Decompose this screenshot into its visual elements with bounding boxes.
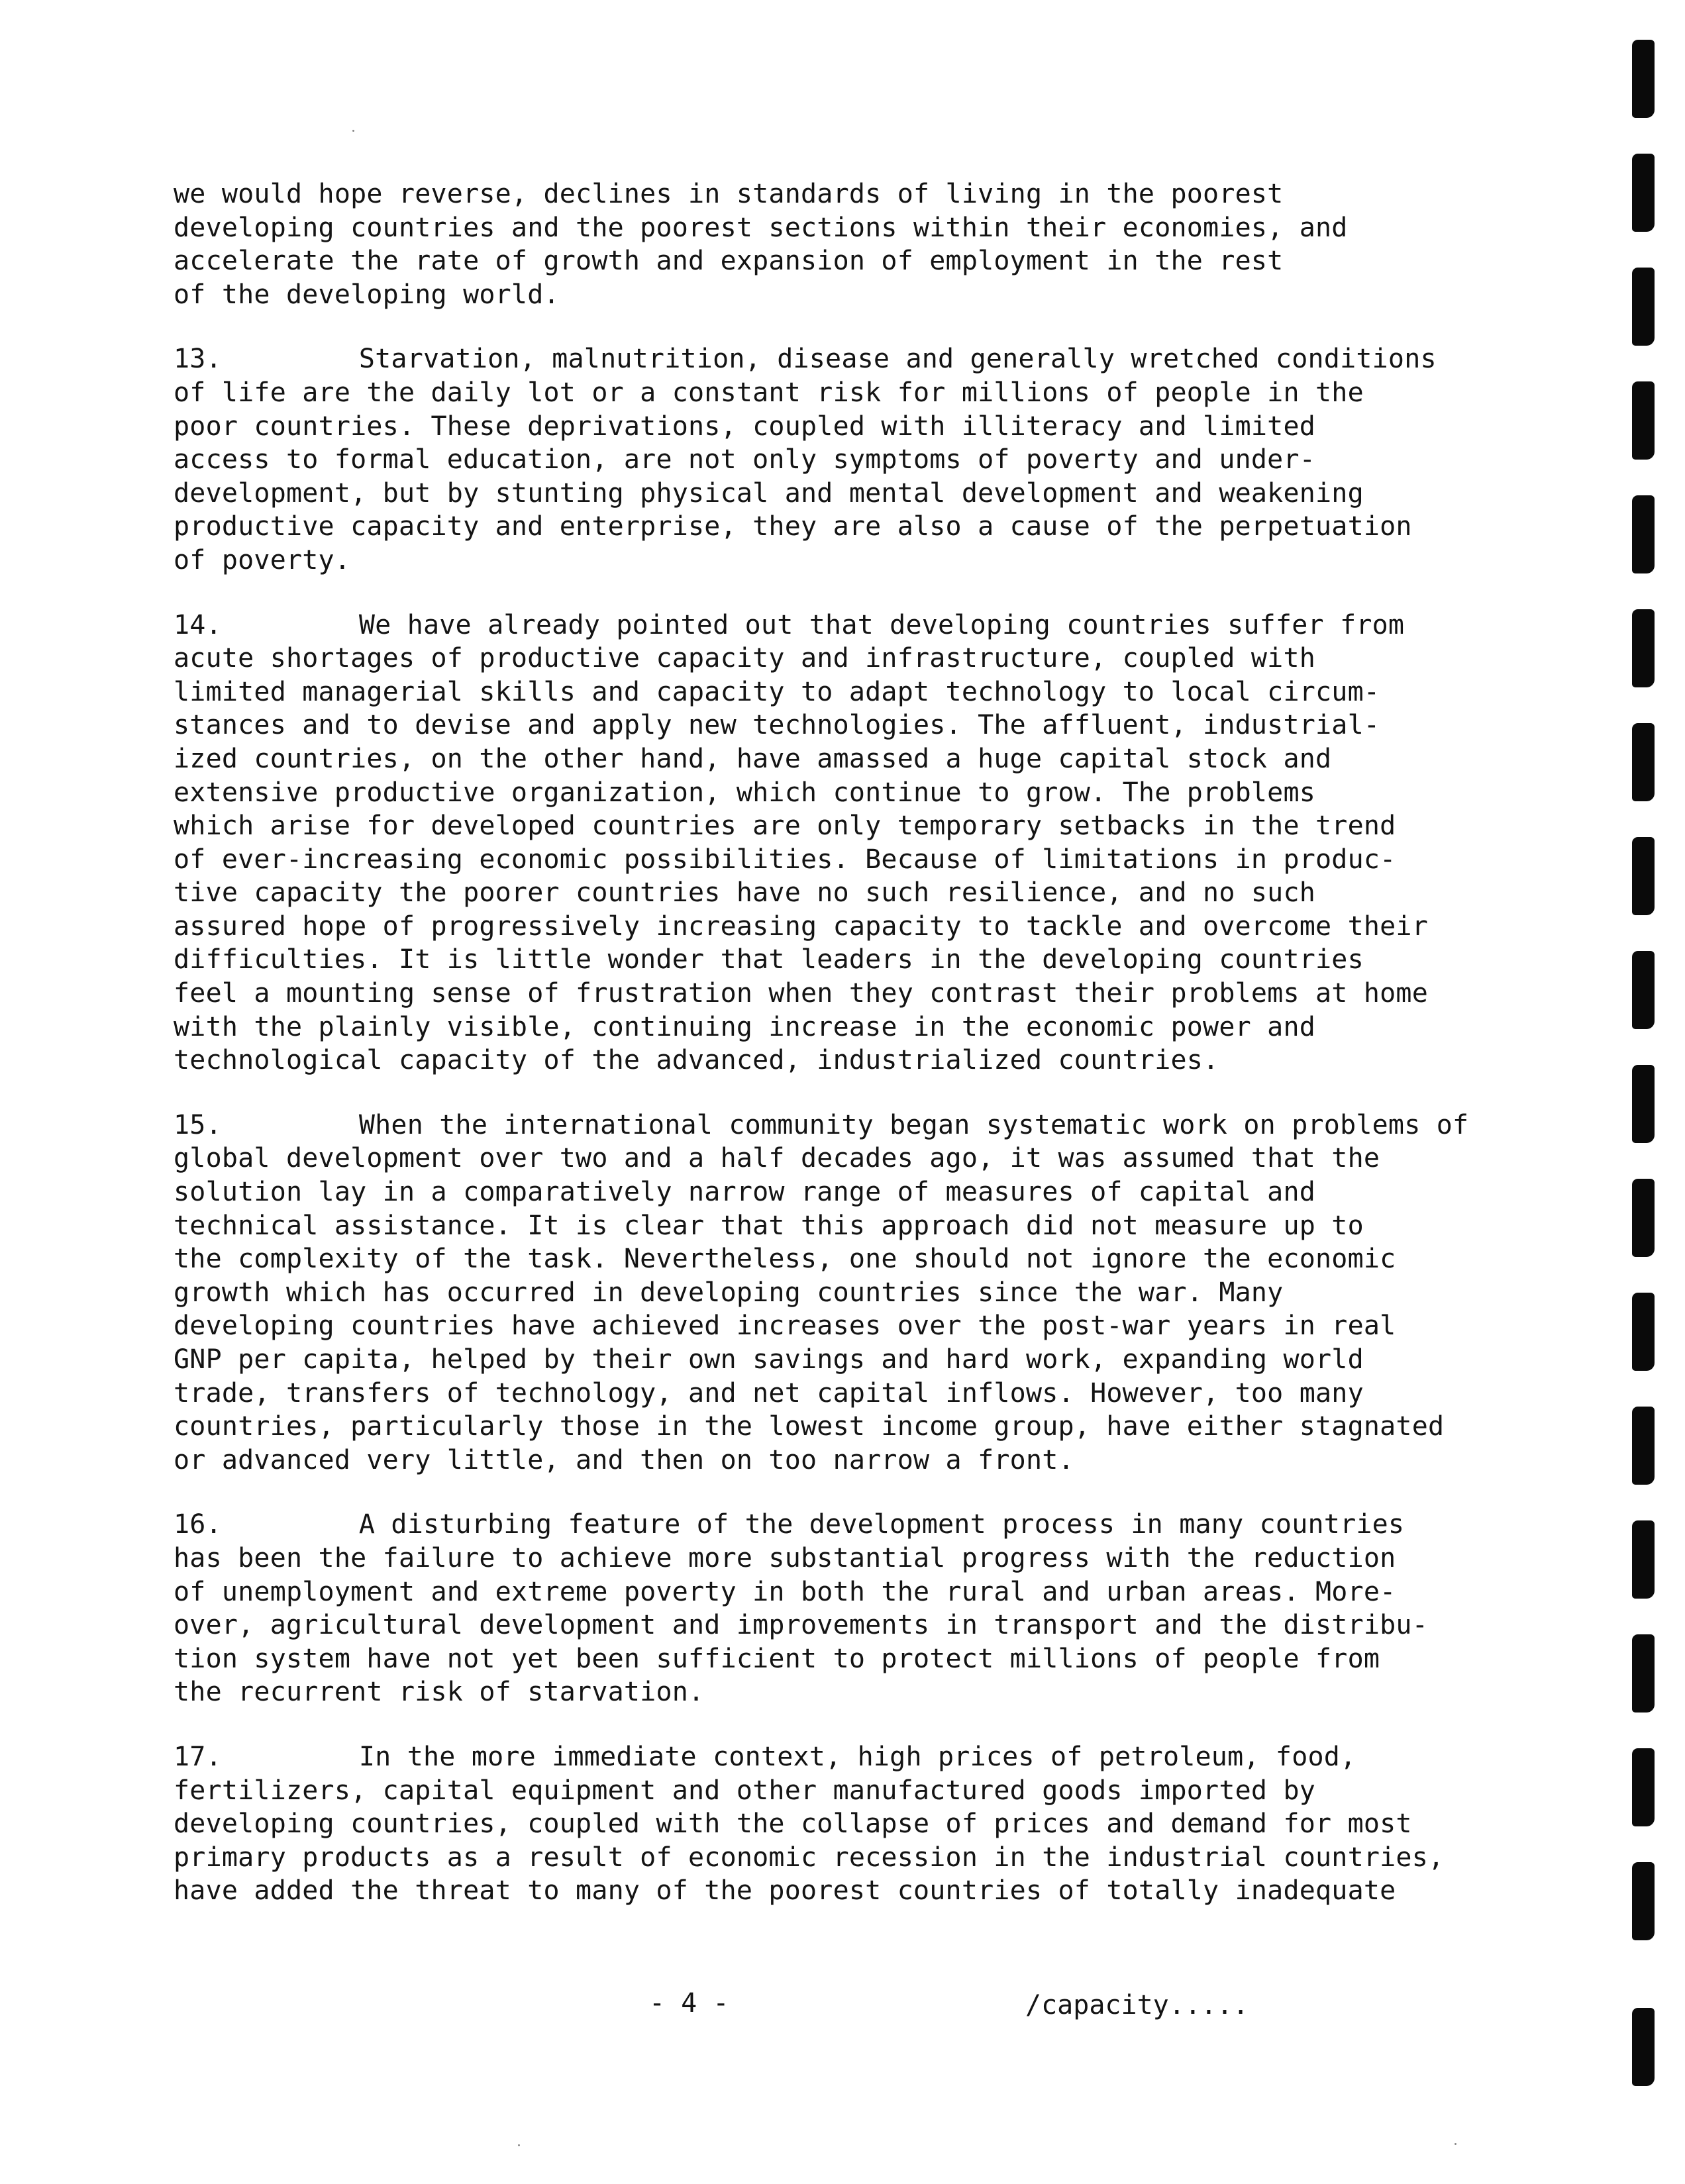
- text-line: have added the threat to many of the poorest countries of totally inadequate: [174, 1875, 1396, 1907]
- text-line: tive capacity the poorer countries have no such resilience, and no such: [174, 877, 1316, 909]
- text-line: ized countries, on the other hand, have amassed a huge capital stock and: [174, 743, 1332, 774]
- paragraph-number: 16.: [174, 1509, 222, 1540]
- text-line: accelerate the rate of growth and expansion of employment in the rest: [174, 246, 1284, 277]
- binding-mark: [1632, 2008, 1655, 2086]
- text-line: or advanced very little, and then on too narrow a front.: [174, 1444, 1074, 1475]
- text-line: developing countries have achieved increases over the post-war years in real: [174, 1311, 1396, 1342]
- text-line: tion system have not yet been sufficient to protect millions of people from: [174, 1643, 1380, 1674]
- text-line: we would hope reverse, declines in standards of living in the poorest: [174, 179, 1284, 209]
- text-line: stances and to devise and apply new technologies. The affluent, industrial-: [174, 710, 1380, 741]
- paragraph-number: 15.: [174, 1109, 222, 1140]
- binding-mark: [1632, 495, 1655, 573]
- binding-mark: [1632, 837, 1655, 915]
- binding-mark: [1632, 609, 1655, 687]
- paragraph-continuation: [174, 177, 1505, 311]
- binding-mark: [1632, 1634, 1655, 1712]
- scan-speck: [518, 2144, 520, 2146]
- text-line: of poverty.: [174, 544, 351, 575]
- text-span: In the more immediate context, high prices of petroleum, food,: [358, 1741, 1356, 1772]
- text-line: the complexity of the task. Nevertheless, one should not ignore the economic: [174, 1244, 1396, 1275]
- binding-mark: [1632, 1520, 1655, 1599]
- text-line: of unemployment and extreme poverty in both the rural and urban areas. More-: [174, 1576, 1396, 1607]
- binding-mark: [1632, 268, 1655, 346]
- paragraph-13: [174, 342, 1505, 577]
- page-number: - 4 -: [649, 1988, 729, 2018]
- binding-mark: [1632, 1862, 1655, 1940]
- text-line: extensive productive organization, which continue to grow. The problems: [174, 777, 1316, 808]
- text-span: We have already pointed out that developing countries suffer from: [358, 609, 1405, 640]
- text-line: has been the failure to achieve more substantial progress with the reduction: [174, 1542, 1396, 1573]
- text-line: [174, 609, 1505, 642]
- text-line: productive capacity and enterprise, they are also a cause of the perpetuation: [174, 511, 1412, 542]
- text-line: fertilizers, capital equipment and other manufactured goods imported by: [174, 1775, 1316, 1806]
- text-line: global development over two and a half decades ago, it was assumed that the: [174, 1143, 1380, 1174]
- binding-mark: [1632, 1065, 1655, 1143]
- text-line: assured hope of progressively increasing capacity to tackle and overcome their: [174, 911, 1428, 942]
- text-line: trade, transfers of technology, and net capital inflows. However, too many: [174, 1377, 1364, 1409]
- text-line: solution lay in a comparatively narrow range of measures of capital and: [174, 1177, 1316, 1208]
- binding-mark: [1632, 1748, 1655, 1826]
- text-line: which arise for developed countries are only temporary setbacks in the trend: [174, 811, 1396, 842]
- text-line: technical assistance. It is clear that this approach did not measure up to: [174, 1210, 1364, 1241]
- text-line: technological capacity of the advanced, industrialized countries.: [174, 1045, 1219, 1076]
- paragraph-17: [174, 1740, 1505, 1908]
- text-line: feel a mounting sense of frustration when they contrast their problems at home: [174, 978, 1428, 1009]
- binding-mark: [1632, 1179, 1655, 1257]
- text-line: over, agricultural development and improvements in transport and the distribu-: [174, 1610, 1428, 1641]
- text-line: development, but by stunting physical and mental development and weakening: [174, 477, 1364, 509]
- paragraph-number: 13.: [174, 344, 222, 375]
- text-line: [174, 342, 1505, 376]
- text-line: [174, 1109, 1505, 1142]
- text-line: of life are the daily lot or a constant risk for millions of people in the: [174, 377, 1364, 408]
- text-span: When the international community began systematic work on problems of: [358, 1109, 1469, 1140]
- text-span: Starvation, malnutrition, disease and generally wretched conditions: [358, 344, 1437, 375]
- text-line: limited managerial skills and capacity to adapt technology to local circum-: [174, 676, 1380, 707]
- text-line: of ever-increasing economic possibilities. Because of limitations in produc-: [174, 844, 1396, 875]
- paragraph-15: [174, 1109, 1505, 1477]
- binding-mark: [1632, 40, 1655, 118]
- text-line: primary products as a result of economic recession in the industrial countries,: [174, 1842, 1445, 1873]
- text-line: countries, particularly those in the lowest income group, have either stagnated: [174, 1411, 1445, 1442]
- text-line: access to formal education, are not only symptoms of poverty and under-: [174, 444, 1316, 475]
- binding-mark: [1632, 951, 1655, 1029]
- binding-mark: [1632, 723, 1655, 801]
- text-span: A disturbing feature of the development process in many countries: [358, 1509, 1405, 1540]
- paragraph-number: 14.: [174, 609, 222, 640]
- paragraph-14: [174, 609, 1505, 1077]
- paragraph-number: 17.: [174, 1741, 222, 1772]
- text-line: of the developing world.: [174, 279, 560, 310]
- text-line: acute shortages of productive capacity and infrastructure, coupled with: [174, 643, 1316, 674]
- text-line: difficulties. It is little wonder that leaders in the developing countries: [174, 944, 1364, 975]
- text-line: GNP per capita, helped by their own savings and hard work, expanding world: [174, 1344, 1364, 1375]
- binding-mark: [1632, 1407, 1655, 1485]
- text-line: [174, 1740, 1505, 1774]
- binding-mark: [1632, 1293, 1655, 1371]
- binding-mark: [1632, 381, 1655, 460]
- text-line: growth which has occurred in developing countries since the war. Many: [174, 1277, 1284, 1308]
- text-line: developing countries and the poorest sections within their economies, and: [174, 212, 1348, 243]
- scan-speck: [352, 130, 354, 132]
- paragraph-16: [174, 1508, 1505, 1709]
- text-line: with the plainly visible, continuing increase in the economic power and: [174, 1011, 1316, 1042]
- catchword: /capacity.....: [1025, 1990, 1249, 2020]
- binding-mark: [1632, 154, 1655, 232]
- binding-marks: [1612, 0, 1685, 2184]
- scan-speck: [1455, 2143, 1456, 2145]
- document-body: [174, 177, 1505, 1939]
- text-line: poor countries. These deprivations, coupled with illiteracy and limited: [174, 411, 1316, 442]
- text-line: the recurrent risk of starvation.: [174, 1677, 705, 1708]
- text-line: [174, 1508, 1505, 1542]
- text-line: developing countries, coupled with the collapse of prices and demand for most: [174, 1809, 1412, 1840]
